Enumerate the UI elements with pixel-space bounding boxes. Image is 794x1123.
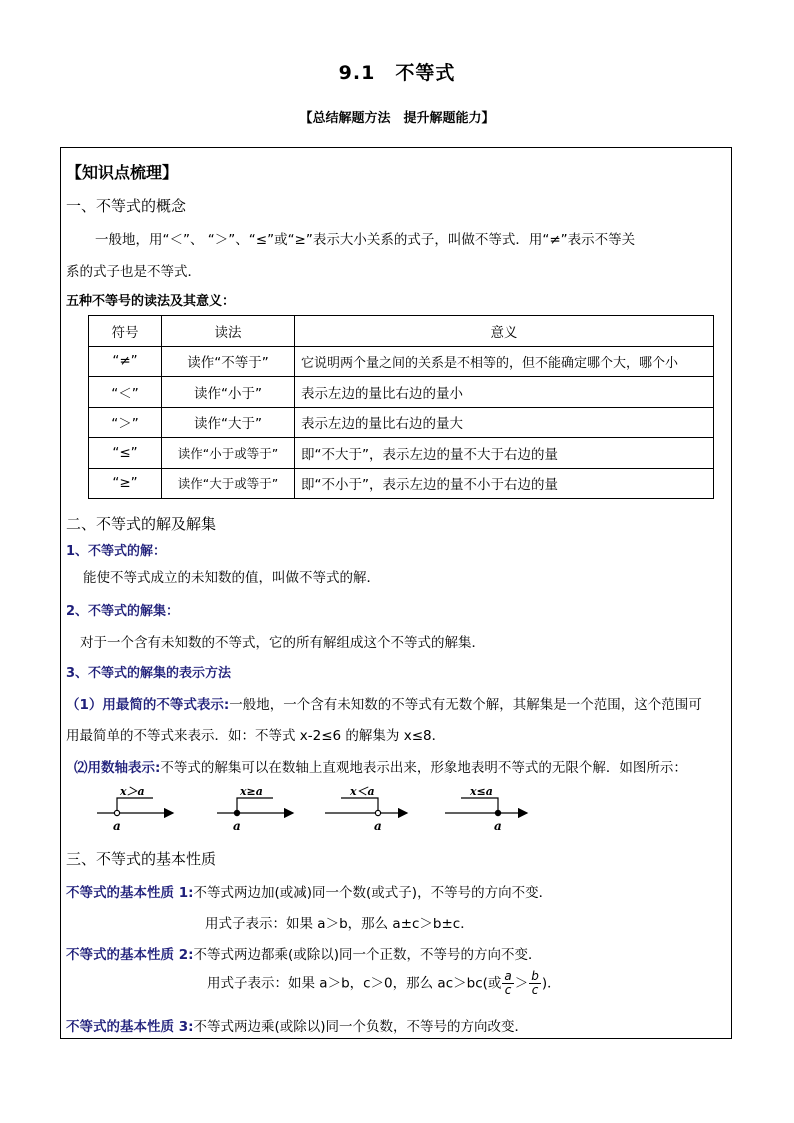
section1-para-line1: 一般地，用“＜”、 “＞”、“≤”或“≥”表示大小关系的式子，叫做不等式．用“≠”表示不等关: [95, 232, 636, 248]
number-line-gt: [97, 785, 173, 833]
table-cell-reading: 读作“大于或等于”: [162, 468, 295, 499]
number-line-point: a: [494, 819, 502, 833]
number-line-label: x＜a: [350, 785, 375, 798]
page-title: 9.1 不等式: [338, 62, 456, 84]
inequality-symbols-table: [88, 315, 714, 499]
table-header-row: [89, 316, 714, 347]
property2-label: 不等式的基本性质 2:: [66, 947, 194, 963]
fraction-numerator: a: [504, 969, 512, 983]
property2-formula-suffix: )．: [541, 975, 561, 992]
table-caption: 五种不等号的读法及其意义：: [66, 294, 236, 309]
item1-label: （1）用最简的不等式表示:: [66, 697, 230, 713]
fraction-a-over-c: [502, 970, 513, 997]
number-line-le: [445, 785, 527, 833]
property2-text: 不等式两边都乘(或除以)同一个正数，不等号的方向不变．: [193, 947, 542, 963]
number-line-label: x＞a: [120, 785, 145, 798]
open-point: [114, 810, 119, 815]
table-cell-symbol: “＞”: [89, 407, 162, 438]
table-cell-symbol: “≥”: [89, 468, 162, 499]
table-cell-reading: 读作“不等于”: [162, 346, 295, 377]
property3-line: [66, 1015, 528, 1035]
number-lines-figure: [95, 784, 535, 836]
fraction-numerator: b: [531, 969, 539, 983]
property2-formula-prefix: 用式子表示：如果 a＞b，c＞0，那么 ac＞bc(或: [207, 975, 502, 992]
item2-line: [74, 756, 687, 776]
number-line-label: x≥a: [240, 785, 263, 798]
page-subtitle: 【总结解题方法 提升解题能力】: [299, 111, 495, 126]
property3-label: 不等式的基本性质 3:: [66, 1019, 194, 1035]
table-cell-reading: 读作“小于”: [162, 377, 295, 408]
table-header-cell: 符号: [89, 316, 162, 347]
table-cell-meaning: 表示左边的量比右边的量小: [295, 377, 714, 408]
number-line-point: a: [233, 819, 241, 833]
sub2-text: 对于一个含有未知数的不等式，它的所有解组成这个不等式的解集．: [80, 635, 485, 651]
number-line-label: x≤a: [470, 785, 493, 798]
fraction-denominator: c: [531, 983, 539, 997]
property1-text: 不等式两边加(或减)同一个数(或式子)，不等号的方向不变．: [193, 885, 553, 901]
section1-para-line2: 系的式子也是不等式．: [66, 264, 201, 280]
property2-line: [66, 943, 542, 963]
table-row: [89, 468, 714, 499]
property1-label: 不等式的基本性质 1:: [66, 885, 194, 901]
table-cell-meaning: 即“不大于”，表示左边的量不大于右边的量: [295, 438, 714, 469]
property2-formula: [207, 970, 561, 997]
table-cell-meaning: 它说明两个量之间的关系是不相等的，但不能确定哪个大，哪个小: [295, 346, 714, 377]
property1-formula: 用式子表示：如果 a＞b，那么 a±c＞b±c．: [205, 916, 474, 932]
closed-point: [234, 810, 239, 815]
sub3-title: 3、不等式的解集的表示方法: [66, 666, 232, 681]
content-frame: [60, 147, 732, 1039]
fraction-operator: ＞: [514, 975, 529, 992]
table-row: [89, 346, 714, 377]
table-row: [89, 377, 714, 408]
table-cell-reading: 读作“小于或等于”: [162, 438, 295, 469]
overview-heading: 【知识点梳理】: [66, 163, 179, 182]
item1-text: 一般地，一个含有未知数的不等式有无数个解，其解集是一个范围，这个范围可: [229, 697, 702, 713]
open-point: [375, 810, 380, 815]
table-header-cell: 意义: [295, 316, 714, 347]
sub1-text: 能使不等式成立的未知数的值，叫做不等式的解．: [83, 570, 380, 586]
section2-heading: 二、不等式的解及解集: [66, 515, 217, 533]
property3-text: 不等式两边乘(或除以)同一个负数，不等号的方向改变．: [193, 1019, 529, 1035]
number-line-lt: [325, 785, 407, 833]
item2-text: 不等式的解集可以在数轴上直观地表示出来，形象地表明不等式的无限个解．如图所示：: [160, 760, 687, 776]
item1-line1: [66, 693, 702, 713]
property1-line: [66, 881, 552, 901]
sub2-title: 2、不等式的解集：: [66, 604, 180, 619]
table-cell-symbol: “＜”: [89, 377, 162, 408]
table-row: [89, 438, 714, 469]
closed-point: [495, 810, 500, 815]
section1-heading: 一、不等式的概念: [66, 197, 187, 215]
table-cell-symbol: “≠”: [89, 346, 162, 377]
section3-heading: 三、不等式的基本性质: [66, 850, 217, 868]
table-header-cell: 读法: [162, 316, 295, 347]
item2-label: ⑵用数轴表示:: [74, 760, 161, 776]
number-line-point: a: [113, 819, 121, 833]
item1-line2: 用最简单的不等式来表示．如：不等式 x-2≤6 的解集为 x≤8．: [66, 728, 446, 744]
number-line-point: a: [374, 819, 382, 833]
fraction-denominator: c: [504, 983, 512, 997]
table-row: [89, 407, 714, 438]
table-cell-meaning: 表示左边的量比右边的量大: [295, 407, 714, 438]
number-line-ge: [217, 785, 293, 833]
table-cell-reading: 读作“大于”: [162, 407, 295, 438]
fraction-b-over-c: [529, 970, 541, 997]
sub1-title: 1、不等式的解：: [66, 544, 167, 559]
table-cell-symbol: “≤”: [89, 438, 162, 469]
table-cell-meaning: 即“不小于”，表示左边的量不小于右边的量: [295, 468, 714, 499]
